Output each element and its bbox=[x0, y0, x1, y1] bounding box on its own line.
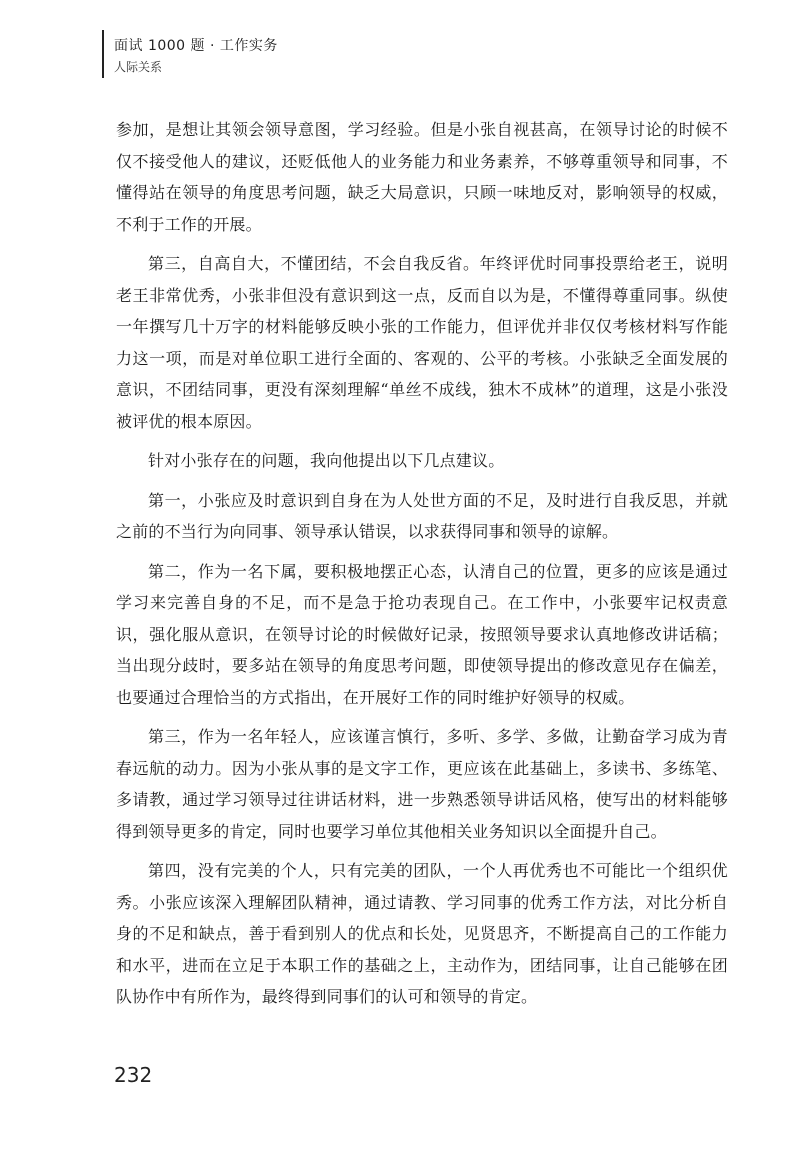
running-header bbox=[102, 30, 278, 78]
section-title: 人际关系 bbox=[114, 60, 163, 74]
paragraph-suggestion-four: 第四，没有完美的个人，只有完美的团队，一个人再优秀也不可能比一个组织优秀。小张应该深入理解团队精神，通过请教、学习同事的优秀工作方法，对比分析自身的不足和缺点，善于看到别人的优点和长处，见贤思齐，不断提高自己的工作能力和水平，进而在立足于本职工作的基础之上，主动作为，团结同事，让自己能够在团队协作中有所作为，最终得到同事们的认可和领导的肯定。 bbox=[116, 861, 728, 1006]
page-number: 232 bbox=[114, 1063, 153, 1087]
book-title: 面试 1000 题 · 工作实务 bbox=[114, 38, 278, 54]
paragraph-suggestions-intro: 针对小张存在的问题，我向他提出以下几点建议。 bbox=[148, 451, 505, 470]
paragraph-suggestion-one: 第一，小张应及时意识到自身在为人处世方面的不足，及时进行自我反思，并就之前的不当行为向同事、领导承认错误，以求获得同事和领导的谅解。 bbox=[116, 490, 728, 541]
paragraph-suggestion-two: 第二，作为一名下属，要积极地摆正心态，认清自己的位置，更多的应该是通过学习来完善自身的不足，而不是急于抢功表现自己。在工作中，小张要牢记权责意识，强化服从意识，在领导讨论的时候做好记录，按照领导要求认真地修改讲话稿；当出现分歧时，要多站在领导的角度思考问题，即使领导提出的修改意见存在偏差，也要通过合理恰当的方式指出，在开展好工作的同时维护好领导的权威。 bbox=[116, 561, 728, 707]
body-text bbox=[116, 114, 728, 1021]
paragraph-continuation: 参加，是想让其领会领导意图，学习经验。但是小张自视甚高，在领导讨论的时候不仅不接受他人的建议，还贬低他人的业务能力和业务素养，不够尊重领导和同事，不懂得站在领导的角度思考问题，缺乏大局意识，只顾一味地反对，影响领导的权威，不利于工作的开展。 bbox=[116, 120, 728, 234]
paragraph-suggestion-three: 第三，作为一名年轻人，应该谨言慎行，多听、多学、多做，让勤奋学习成为青春远航的动力。因为小张从事的是文字工作，更应该在此基础上，多读书、多练笔、多请教，通过学习领导过往讲话材料，进一步熟悉领导讲话风格，使写出的材料能够得到领导更多的肯定，同时也要学习单位其他相关业务知识以全面提升自己。 bbox=[116, 727, 728, 841]
paragraph-point-three-analysis: 第三，自高自大，不懂团结，不会自我反省。年终评优时同事投票给老王，说明老王非常优秀，小张非但没有意识到这一点，反而自以为是，不懂得尊重同事。纵使一年撰写几十万字的材料能够反映小张的工作能力，但评优并非仅仅考核材料写作能力这一项，而是对单位职工进行全面的、客观的、公平的考核。小张缺乏全面发展的意识，不团结同事，更没有深刻理解“单丝不成线，独木不成林”的道理，这是小张没被评优的根本原因。 bbox=[116, 254, 728, 431]
